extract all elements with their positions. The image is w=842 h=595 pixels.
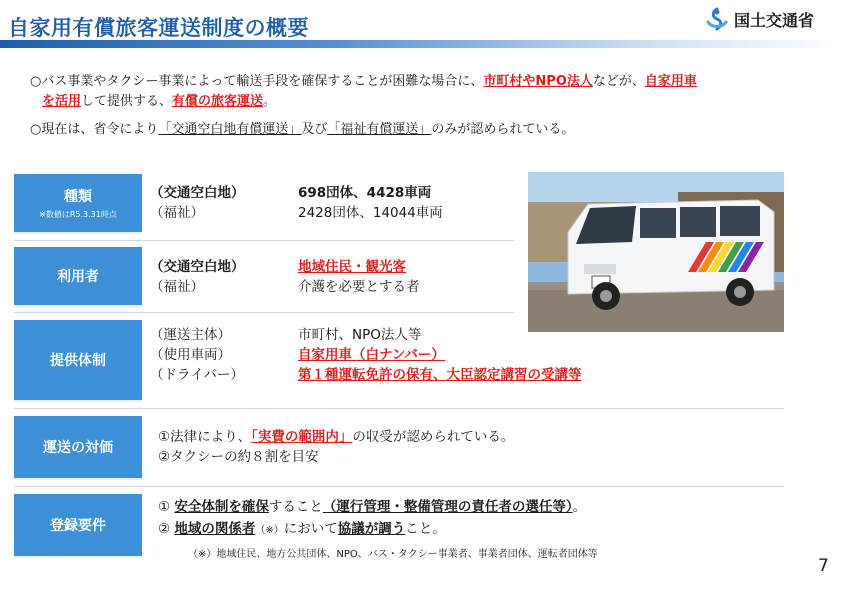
fare-highlight: 「実費の範囲内」 [251, 429, 353, 445]
registration-footnote: （※）地域住民、地方公共団体、NPO、バス・タクシー事業者、事業者団体、運転者団体等 [188, 549, 598, 560]
intro-line-1 [30, 72, 697, 92]
org-name: 国土交通省 [734, 10, 815, 30]
reg-number: ① [158, 499, 171, 515]
intro-underlined: 「交通空白地有償運送」 [158, 122, 302, 137]
intro-text: などが、 [592, 74, 645, 89]
system-value-2: 自家用車（白ナンバー） [298, 347, 445, 363]
intro-text: のみが認められている。 [431, 122, 575, 137]
types-value-2: 2428団体、14044車両 [298, 205, 443, 221]
users-key-2: （福祉） [150, 279, 204, 295]
fare-text: の収受が認められている。 [352, 429, 515, 445]
system-value-1: 市町村、NPO法人等 [298, 327, 422, 343]
intro-line-2 [42, 92, 276, 112]
row-label-text: 運送の対価 [43, 440, 113, 456]
reg-number: ② [158, 521, 171, 537]
users-key-1: （交通空白地） [150, 259, 245, 275]
header-band [0, 40, 842, 48]
row-label-note: ※数値はR5.3.31時点 [39, 210, 117, 219]
reg-text: すること [268, 499, 323, 515]
registration-line-2 [158, 520, 446, 540]
types-key-1: （交通空白地） [150, 185, 245, 201]
registration-line-1 [158, 498, 586, 517]
reg-underlined: 安全体制を確保 [174, 499, 269, 515]
system-value-3: 第１種運転免許の保有、大臣認定講習の受講等 [298, 367, 582, 383]
users-value-1: 地域住民・観光客 [298, 259, 406, 275]
reg-note-marker: （※） [255, 525, 284, 536]
row-divider [14, 312, 514, 313]
row-label-system [14, 320, 142, 402]
row-label-text: 利用者 [57, 269, 99, 285]
reg-underlined: （運行管理・整備管理の責任者の選任等） [322, 499, 573, 515]
row-label-text: 登録要件 [50, 518, 106, 534]
reg-text: において [283, 521, 338, 537]
minibus-photo [528, 172, 784, 332]
fare-line-1 [158, 428, 514, 447]
types-value-1: 698団体、4428車両 [298, 185, 432, 201]
page-header [0, 0, 842, 54]
intro-text: ○現在は、省令により [30, 122, 159, 137]
intro-line-3 [30, 120, 574, 140]
system-key-3: （ドライバー） [150, 367, 244, 383]
system-key-1: （運送主体） [150, 327, 231, 343]
row-label-users [14, 247, 142, 307]
users-value-2: 介護を必要とする者 [298, 279, 420, 295]
system-key-2: （使用車両） [150, 347, 231, 363]
row-label-registration [14, 494, 142, 558]
mlit-logo-icon [704, 6, 730, 32]
fare-text: ①法律により、 [158, 429, 252, 445]
reg-text: 。 [572, 499, 587, 515]
intro-highlight: 市町村やNPO法人 [483, 74, 593, 89]
intro-text: 及び [301, 122, 328, 137]
intro-highlight: 自家用車 [644, 74, 697, 89]
row-divider [14, 408, 784, 409]
intro-text: ○バス事業やタクシー事業によって輸送手段を確保することが困難な場合に、 [30, 74, 484, 89]
intro-underlined: 「福祉有償運送」 [327, 122, 432, 137]
row-label-fare [14, 416, 142, 480]
row-label-text: 提供体制 [50, 353, 106, 369]
intro-text: 。 [263, 94, 277, 109]
fare-line-2: ②タクシーの約８割を目安 [158, 449, 319, 465]
intro-highlight: 有償の旅客運送 [172, 94, 264, 109]
intro-text: して提供する、 [81, 94, 173, 109]
types-key-2: （福祉） [150, 205, 204, 221]
page-number: 7 [818, 556, 829, 576]
row-label-text: 種類 [64, 189, 92, 205]
reg-underlined: 地域の関係者 [174, 521, 256, 537]
page-title: 自家用有償旅客運送制度の概要 [8, 16, 309, 40]
minibus-illustration [528, 172, 784, 332]
reg-underlined: 協議が調う [337, 521, 406, 537]
row-divider [14, 486, 784, 487]
reg-text: こと。 [405, 521, 446, 537]
intro-highlight: を活用 [42, 94, 82, 109]
org-logo [704, 6, 814, 32]
row-divider [14, 240, 514, 241]
row-label-types [14, 174, 142, 234]
